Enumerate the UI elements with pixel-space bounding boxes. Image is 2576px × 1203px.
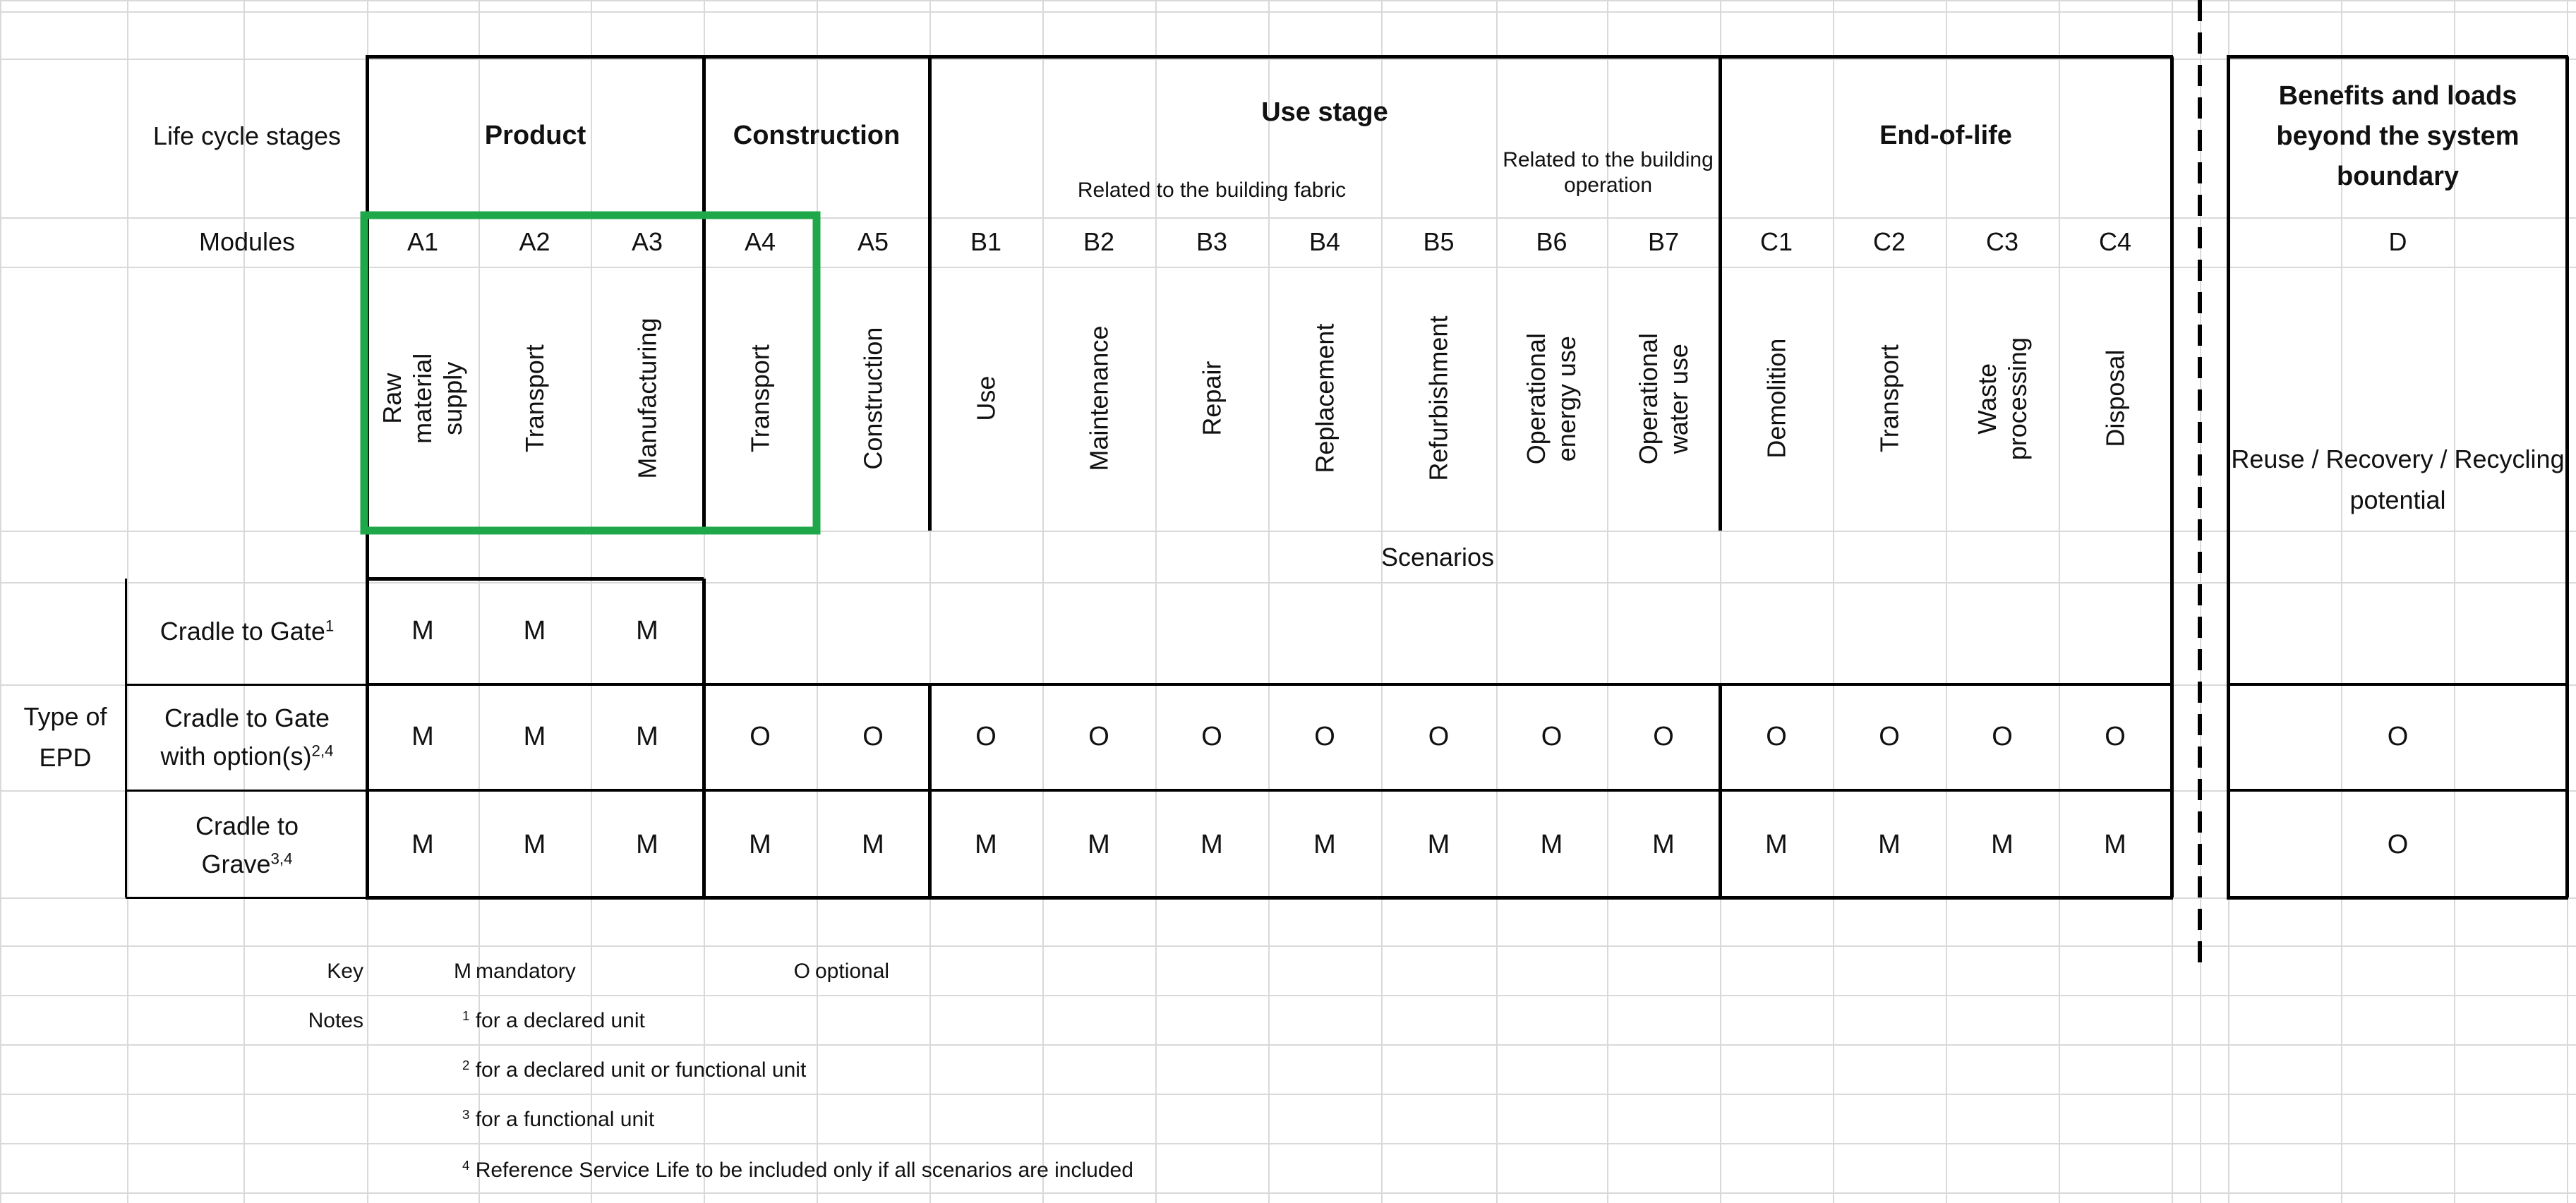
note-text: for a declared unit or functional unit (475, 1058, 807, 1082)
module-name-text: Replacement (1310, 323, 1340, 474)
requirement-cell: M (636, 722, 658, 752)
module-code-c2: C2 (1872, 227, 1906, 257)
note-number: 4 (462, 1157, 470, 1173)
module-name-a4 (704, 268, 817, 529)
note-number: 3 (462, 1106, 470, 1122)
note-item-2 (462, 1057, 807, 1082)
dashed-divider-segment (2198, 97, 2202, 119)
module-name-c3 (1946, 268, 2059, 529)
dashed-divider-segment (2198, 227, 2202, 248)
module-code-a2: A2 (519, 227, 550, 257)
product-header: Product (484, 121, 586, 151)
requirement-cell: O (975, 722, 997, 752)
grid-row-line (0, 945, 2576, 947)
dashed-divider-segment (2198, 876, 2202, 897)
module-name-text: Manufacturing (632, 318, 662, 480)
row-footnote-ref: 3,4 (270, 850, 293, 868)
dashed-divider-segment (2198, 649, 2202, 670)
dashed-divider-segment (2198, 357, 2202, 378)
key-label: Key (327, 960, 363, 983)
use-stage-header: Use stage (1261, 97, 1388, 128)
requirement-cell: M (636, 829, 658, 859)
construction-header: Construction (733, 121, 901, 151)
dashed-divider-segment (2198, 909, 2202, 930)
module-code-b5: B5 (1423, 227, 1455, 257)
row-name-text: Cradle to Gate with option(s) (160, 703, 330, 770)
module-code-a5: A5 (857, 227, 889, 257)
module-code-c4: C4 (2098, 227, 2132, 257)
requirement-cell: O (2105, 722, 2126, 752)
dashed-divider-segment (2198, 260, 2202, 281)
modules-label: Modules (198, 227, 296, 257)
dashed-divider-segment (2198, 32, 2202, 54)
row-footnote-ref: 2,4 (311, 742, 334, 760)
note-item-3 (462, 1106, 655, 1131)
dashed-divider-segment (2198, 0, 2202, 21)
module-name-c1 (1720, 268, 1833, 529)
row-value-d-1: O (2387, 722, 2409, 752)
requirement-cell: M (1991, 829, 2014, 859)
grid-row-line (0, 1094, 2576, 1095)
requirement-cell: M (523, 616, 546, 646)
module-name-b3 (1155, 268, 1268, 529)
note-text: Reference Service Life to be included only if all scenarios are included (475, 1159, 1133, 1182)
requirement-cell: O (1992, 722, 2013, 752)
requirement-cell: O (1314, 722, 1335, 752)
module-code-b1: B1 (970, 227, 1002, 257)
module-name-text: Raw material supply (378, 353, 468, 445)
dashed-divider-segment (2198, 422, 2202, 443)
requirement-cell: M (975, 829, 997, 859)
module-name-text: Waste processing (1972, 337, 2032, 461)
row-name-cradle-to-grave (127, 790, 367, 900)
requirement-cell: O (1653, 722, 1674, 752)
module-name-a3 (591, 268, 704, 529)
benefits-header: Benefits and loads beyond the system boundary (2276, 80, 2520, 191)
grid-row-line (0, 531, 2576, 532)
module-name-d: Reuse / Recovery / Recycling potential (2231, 445, 2565, 514)
module-name-a1 (367, 268, 479, 529)
note-text: for a functional unit (475, 1108, 655, 1131)
module-name-text: Operational energy use (1522, 332, 1582, 465)
dashed-divider-segment (2198, 487, 2202, 508)
requirement-cell: O (1879, 722, 1900, 752)
requirement-cell: O (1766, 722, 1787, 752)
module-code-a3: A3 (631, 227, 663, 257)
module-code-a4: A4 (744, 227, 776, 257)
use-operation-subheader: Related to the building operation (1503, 148, 1714, 197)
note-number: 2 (462, 1057, 470, 1072)
grid-row-line (0, 11, 2576, 13)
requirement-cell: M (1088, 829, 1110, 859)
key-optional-text: optional (815, 960, 890, 983)
dashed-divider-segment (2198, 454, 2202, 476)
row-value-d-2: O (2387, 829, 2409, 859)
grid-row-line (0, 1192, 2576, 1194)
requirement-cell: M (1200, 829, 1223, 859)
requirement-cell: M (1652, 829, 1675, 859)
module-name-text: Construction (858, 327, 888, 471)
module-name-text: Disposal (2100, 349, 2130, 448)
note-item-1 (462, 1010, 645, 1032)
module-name-b1 (929, 268, 1042, 529)
requirement-cell: O (1088, 722, 1109, 752)
module-code-c1: C1 (1759, 227, 1793, 257)
dashed-divider-segment (2198, 389, 2202, 411)
end-of-life-header: End-of-life (1879, 121, 2012, 151)
requirement-cell: O (862, 722, 884, 752)
border-line (2227, 55, 2568, 59)
module-name-text: Repair (1197, 361, 1227, 437)
dashed-divider-segment (2198, 65, 2202, 86)
requirement-cell: O (750, 722, 771, 752)
dashed-divider-segment (2198, 941, 2202, 962)
use-fabric-subheader: Related to the building fabric (1077, 179, 1347, 202)
module-code-b6: B6 (1536, 227, 1567, 257)
dashed-divider-segment (2198, 714, 2202, 735)
row-name-cradle-to-gate (127, 579, 367, 684)
dashed-divider-segment (2198, 584, 2202, 605)
dashed-divider-segment (2198, 325, 2202, 346)
grid-row-line (0, 1143, 2576, 1144)
dashed-divider-segment (2198, 617, 2202, 638)
dashed-divider-segment (2198, 811, 2202, 833)
dashed-divider-segment (2198, 162, 2202, 183)
border-line (2565, 56, 2569, 897)
module-name-b4 (1268, 268, 1381, 529)
border-line (366, 55, 2173, 59)
module-name-text: Maintenance (1084, 325, 1114, 472)
dashed-divider-segment (2198, 682, 2202, 703)
module-name-c4 (2059, 268, 2172, 529)
module-name-a2 (479, 268, 591, 529)
scenarios-label: Scenarios (1380, 543, 1495, 572)
grid-col-line (0, 0, 1, 1203)
row-name-cradle-to-gate-options (127, 684, 367, 790)
module-code-a1: A1 (407, 227, 439, 257)
row-footnote-ref: 1 (325, 617, 335, 636)
requirement-cell: O (1201, 722, 1222, 752)
requirement-cell: M (749, 829, 771, 859)
key-optional-code: O (793, 960, 810, 983)
requirement-cell: M (1427, 829, 1450, 859)
key-mandatory-code: M (454, 960, 471, 983)
grid-row-line (0, 995, 2576, 996)
life-cycle-stages-label: Life cycle stages (152, 121, 342, 151)
requirement-cell: M (1878, 829, 1901, 859)
module-name-text: Operational water use (1633, 332, 1693, 465)
module-name-b6 (1496, 268, 1607, 529)
dashed-divider-segment (2198, 746, 2202, 768)
module-name-text: Transport (519, 344, 549, 453)
row-name-text: Cradle to Gate (160, 617, 325, 646)
notes-label: Notes (308, 1009, 363, 1032)
module-name-b7 (1607, 268, 1720, 529)
module-name-c2 (1833, 268, 1946, 529)
note-item-4 (462, 1157, 1133, 1182)
border-line (2227, 56, 2230, 897)
requirement-cell: M (862, 829, 884, 859)
note-text: for a declared unit (475, 1009, 645, 1032)
grid-row-line (0, 0, 2576, 1)
note-number: 1 (462, 1008, 470, 1023)
key-mandatory-text: mandatory (476, 960, 576, 983)
module-name-text: Transport (745, 344, 775, 453)
requirement-cell: O (1428, 722, 1450, 752)
dashed-divider-segment (2198, 130, 2202, 151)
module-code-d: D (2388, 227, 2407, 257)
module-name-a5 (817, 268, 929, 529)
dashed-divider-segment (2198, 519, 2202, 540)
dashed-divider-segment (2198, 552, 2202, 573)
row-name-text: Cradle to Grave (195, 811, 299, 878)
module-name-b2 (1042, 268, 1155, 529)
requirement-cell: M (1765, 829, 1788, 859)
requirement-cell: O (1541, 722, 1563, 752)
requirement-cell: M (411, 829, 434, 859)
dashed-divider-segment (2198, 844, 2202, 865)
module-code-b2: B2 (1083, 227, 1115, 257)
dashed-divider-segment (2198, 292, 2202, 313)
requirement-cell: M (523, 722, 546, 752)
dashed-divider-segment (2198, 779, 2202, 800)
grid-row-line (0, 1044, 2576, 1046)
requirement-cell: M (1313, 829, 1336, 859)
module-code-c3: C3 (1985, 227, 2019, 257)
module-code-b7: B7 (1647, 227, 1680, 257)
module-name-b5 (1381, 268, 1496, 529)
module-name-text: Transport (1874, 344, 1904, 453)
module-name-text: Demolition (1762, 338, 1791, 459)
type-of-epd-label: Type of EPD (23, 702, 107, 772)
requirement-cell: M (411, 616, 434, 646)
requirement-cell: M (523, 829, 546, 859)
requirement-cell: M (411, 722, 434, 752)
requirement-cell: M (2104, 829, 2126, 859)
module-code-b4: B4 (1308, 227, 1341, 257)
requirement-cell: M (636, 616, 658, 646)
module-name-text: Use (971, 375, 1001, 422)
dashed-divider-segment (2198, 195, 2202, 216)
module-code-b3: B3 (1196, 227, 1228, 257)
module-name-text: Refurbishment (1424, 315, 1453, 482)
requirement-cell: M (1540, 829, 1563, 859)
